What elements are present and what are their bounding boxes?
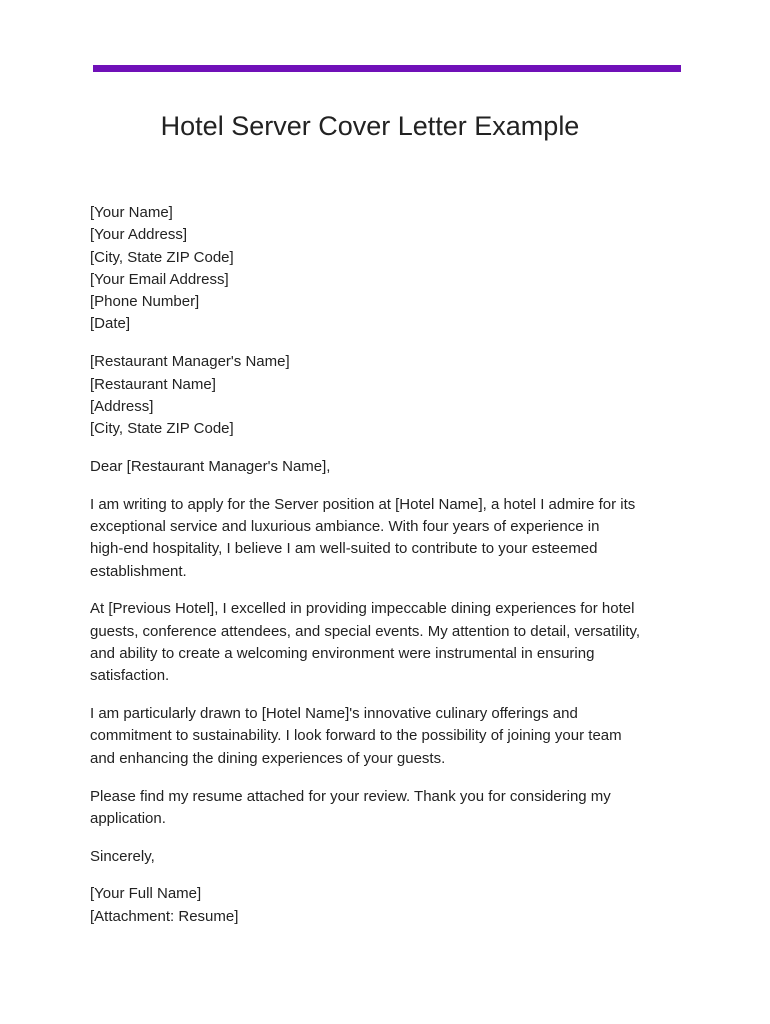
paragraph-line: and ability to create a welcoming environment were instrumental in ensuring — [90, 645, 595, 663]
header-accent-rule — [93, 65, 681, 72]
recipient-address-block — [90, 351, 660, 440]
paragraph-line: establishment. — [90, 562, 187, 580]
salutation-text: Dear [Restaurant Manager's Name], — [90, 457, 331, 475]
signature-name: [Your Full Name] — [90, 885, 202, 903]
paragraph-line: exceptional service and luxurious ambiance. With four years of experience in — [90, 518, 600, 536]
letter-date: [Date] — [90, 315, 131, 333]
paragraph-line: and enhancing the dining experiences of your guests. — [90, 749, 446, 767]
paragraph-line: Please find my resume attached for your review. Thank you for considering my — [90, 787, 611, 805]
paragraph-line: commitment to sustainability. I look forward to the possibility of joining your team — [90, 727, 622, 745]
recipient-address: [Address] — [90, 397, 154, 415]
body-paragraph-1 — [90, 494, 660, 583]
recipient-city-state-zip: [City, State ZIP Code] — [90, 420, 234, 438]
body-paragraph-2 — [90, 598, 660, 687]
sender-address: [Your Address] — [90, 226, 188, 244]
attachment-note: [Attachment: Resume] — [90, 907, 239, 925]
closing-text: Sincerely, — [90, 847, 155, 865]
sender-name: [Your Name] — [90, 204, 173, 221]
paragraph-line: high-end hospitality, I believe I am well-suited to contribute to your esteemed — [90, 540, 598, 558]
cover-letter-body — [90, 202, 660, 944]
body-paragraph-3 — [90, 703, 660, 770]
sender-address-block — [90, 202, 660, 336]
document-title: Hotel Server Cover Letter Example — [160, 111, 580, 141]
signature-block — [90, 883, 660, 928]
paragraph-line: I am writing to apply for the Server position at [Hotel Name], a hotel I admire for its — [90, 495, 636, 513]
paragraph-line: guests, conference attendees, and special events. My attention to detail, versatility, — [90, 622, 641, 640]
sender-phone: [Phone Number] — [90, 293, 200, 311]
paragraph-line: At [Previous Hotel], I excelled in providing impeccable dining experiences for hotel — [90, 600, 635, 618]
sender-email: [Your Email Address] — [90, 270, 229, 288]
body-paragraph-4 — [90, 786, 660, 831]
paragraph-line: application. — [90, 809, 166, 827]
closing — [90, 846, 660, 868]
salutation — [90, 456, 660, 478]
paragraph-line: I am particularly drawn to [Hotel Name]'s innovative culinary offerings and — [90, 705, 578, 723]
paragraph-line: satisfaction. — [90, 667, 170, 685]
sender-city-state-zip: [City, State ZIP Code] — [90, 248, 234, 266]
recipient-restaurant: [Restaurant Name] — [90, 375, 216, 393]
recipient-name: [Restaurant Manager's Name] — [90, 353, 290, 371]
